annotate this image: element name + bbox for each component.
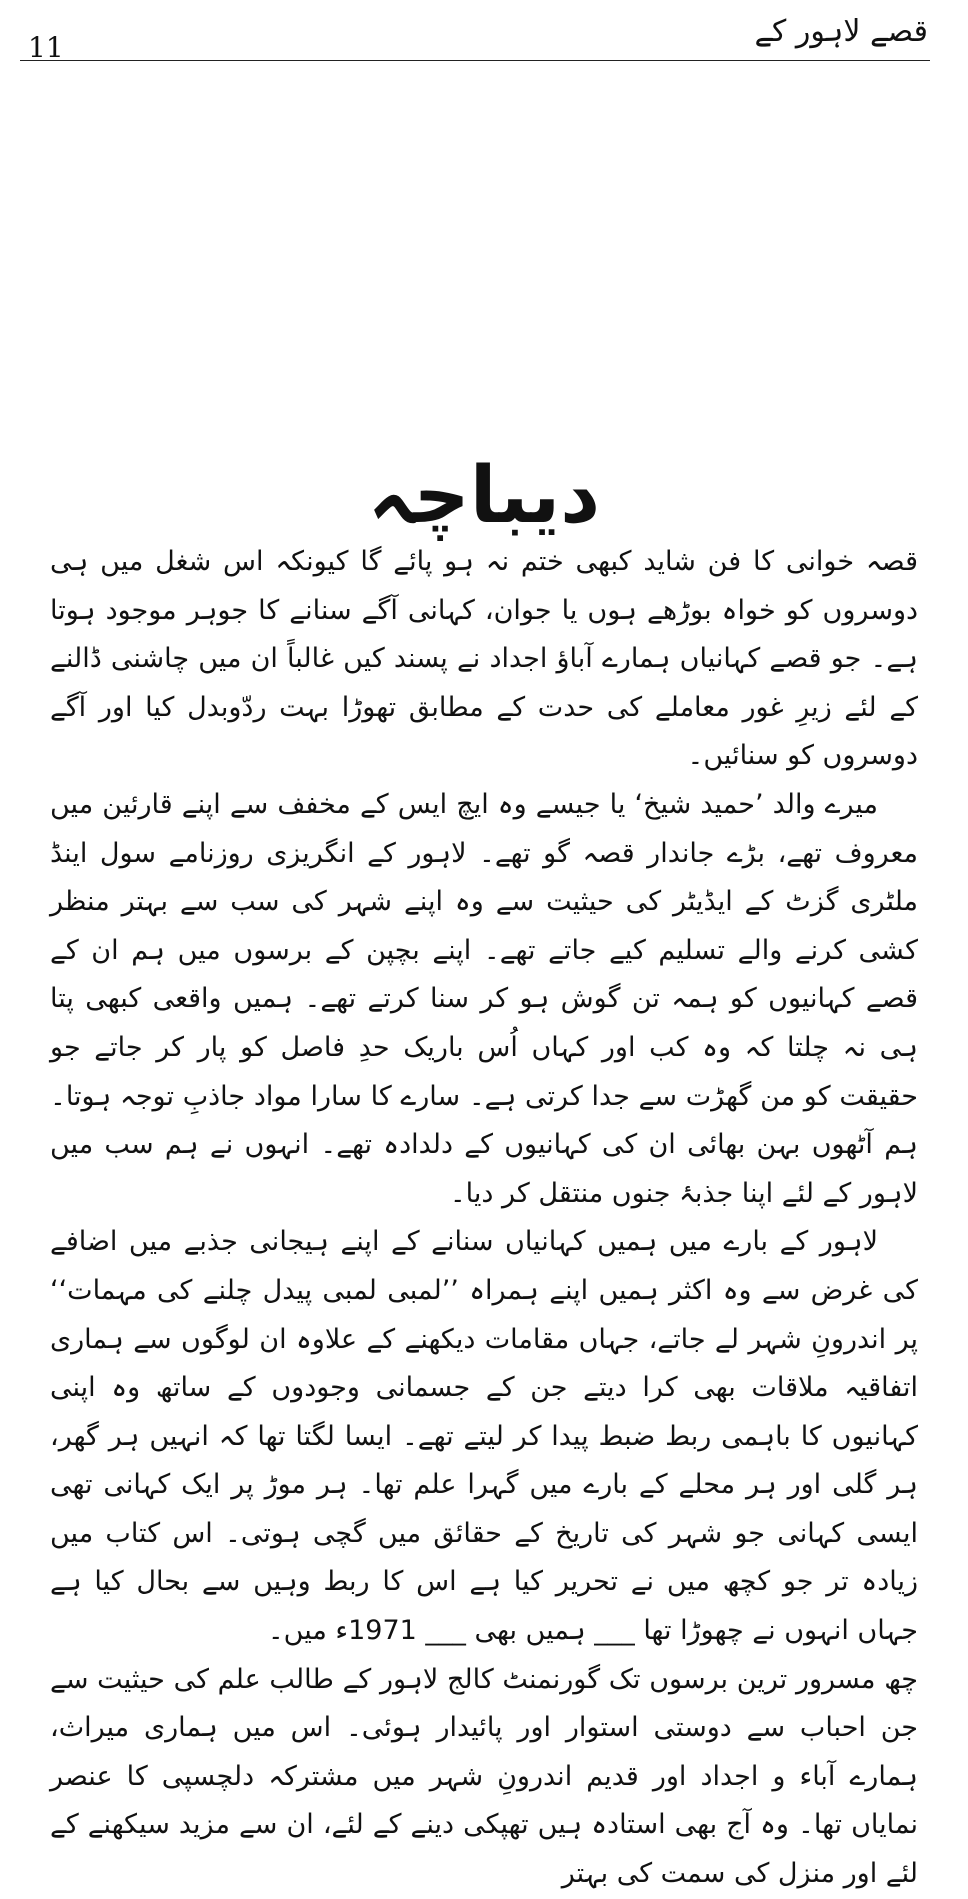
paragraph-1: قصہ خوانی کا فن شاید کبھی ختم نہ ہو پائے گا کیونکہ اس شغل میں ہی دوسروں کو خواہ بوڑھے ہوں یا جوان، کہانی آگے سنانے کا جوہر موجود ہوتا ہے۔ جو قصے کہانیاں ہمارے آباؤ اجداد نے پسند کیں غالباً ان میں چاشنی ڈالنے کے لئے زیرِ غور معاملے کی حدت کے مطابق تھوڑا بہت ردّوبدل کیا اور آگے دوسروں کو سنائیں۔	[50, 546, 918, 772]
chapter-title: دیباچہ	[367, 451, 601, 542]
paragraph-3: لاہور کے بارے میں ہمیں کہانیاں سنانے کے اپنے ہیجانی جذبے میں اضافے کی غرض سے وہ اکثر ہمیں اپنے ہمراہ ’’لمبی لمبی پیدل چلنے کی مہمات‘‘ پر اندرونِ شہر لے جاتے، جہاں مقامات دیکھنے کے علاوہ ان لوگوں سے ہماری اتفاقیہ ملاقات بھی کرا دیتے جن کے جسمانی وجودوں کے ساتھ وہ اپنی کہانیوں کا باہمی ربط ضبط پیدا کر لیتے تھے۔ ایسا لگتا تھا کہ انہیں ہر گھر، ہر گلی اور ہر محلے کے بارے میں گہرا علم تھا۔ ہر موڑ پر ایک کہانی تھی ایسی کہانی جو شہر کی تاریخ کے حقائق میں گچی ہوتی۔ اس کتاب میں زیادہ تر جو کچھ میں نے تحریر کیا ہے اس کا ربط وہیں سے بحال کیا ہے جہاں انہوں نے چھوڑا تھا ___ ہمیں بھی ___ 1971ء میں۔	[50, 1226, 918, 1647]
paragraph-2: میرے والد ’حمید شیخ‘ یا جیسے وہ ایچ ایس کے مخفف سے اپنے قارئین میں معروف تھے، بڑے جاندار قصہ گو تھے۔ لاہور کے انگریزی روزنامے سول اینڈ ملٹری گزٹ کے ایڈیٹر کی حیثیت سے وہ اپنے شہر کی سب سے بہتر منظر کشی کرنے والے تسلیم کیے جاتے تھے۔ اپنے بچپن کے برسوں میں ہم ان کے قصے کہانیوں کو ہمہ تن گوش ہو کر سنا کرتے تھے۔ ہمیں واقعی کبھی پتا ہی نہ چلتا کہ وہ کب اور کہاں اُس باریک حدِ فاصل کو پار کر جاتے جو حقیقت کو من گھڑت سے جدا کرتی ہے۔ سارے کا سارا مواد جاذبِ توجہ ہوتا۔ ہم آٹھوں بہن بھائی ان کی کہانیوں کے دلدادہ تھے۔ انہوں نے ہم سب میں لاہور کے لئے اپنا جذبۂ جنوں منتقل کر دیا۔	[50, 788, 918, 1209]
body-text	[50, 538, 918, 1899]
paragraph-4: چھ مسرور ترین برسوں تک گورنمنٹ کالج لاہور کے طالب علم کی حیثیت سے جن احباب سے دوستی استوار اور پائیدار ہوئی۔ اس میں ہماری میراث، ہمارے آباء و اجداد اور قدیم اندرونِ شہر میں مشترکہ دلچسپی کا عنصر نمایاں تھا۔ وہ آج بھی استادہ ہیں تھپکی دینے کے لئے، ان سے مزید سیکھنے کے لئے اور منزل کی سمت کی بہتر	[50, 1663, 918, 1890]
header-rule	[20, 60, 930, 61]
page-number: 11	[28, 31, 64, 64]
running-head-title: قصے لاہور کے	[754, 14, 928, 49]
